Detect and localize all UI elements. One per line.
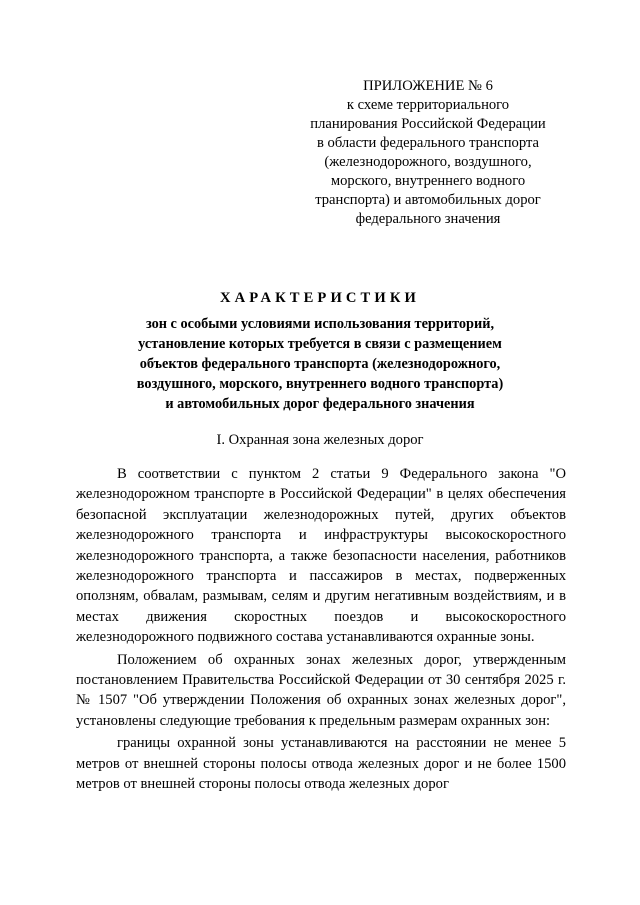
body-paragraph: границы охранной зоны устанавливаются на расстоянии не менее 5 метров от внешней стороны полосы отвода железных дорог и не более 1500 метров от внешней стороны полосы отвода железных дорог (76, 735, 566, 793)
appendix-number: ПРИЛОЖЕНИЕ № 6 (363, 78, 493, 94)
appendix-block (308, 77, 548, 229)
appendix-line: морского, внутреннего водного (330, 173, 526, 189)
subtitle-line: объектов федерального транспорта (железнодорожного, (139, 356, 501, 372)
section-heading: I. Охранная зона железных дорог (216, 432, 424, 448)
appendix-line: транспорта) и автомобильных дорог (315, 192, 541, 208)
appendix-line: планирования Российской Федерации (310, 116, 546, 132)
appendix-line: (железнодорожного, воздушного, (324, 154, 532, 170)
subtitle-line: установление которых требуется в связи с размещением (138, 336, 502, 352)
subtitle-line: воздушного, морского, внутреннего водного транспорта) (136, 376, 504, 392)
appendix-line: в области федерального транспорта (317, 135, 539, 151)
section-body (76, 464, 566, 795)
subtitle-line: и автомобильных дорог федерального значения (165, 396, 475, 412)
document-title: ХАРАКТЕРИСТИКИ (220, 290, 420, 306)
appendix-line: к схеме территориального (346, 97, 510, 113)
appendix-line: федерального значения (355, 211, 501, 227)
subtitle-line: зон с особыми условиями использования территорий, (145, 316, 495, 332)
document-subtitle (70, 314, 570, 414)
body-paragraph: Положением об охранных зонах железных дорог, утвержденным постановлением Правительства Российской Федерации от 30 сентября 2025 г. № 1507 "Об утверждении Положения об охранных зонах железных дорог", установлены следующие требования к предельным размерам охранных зон: (76, 651, 566, 729)
body-paragraph: В соответствии с пунктом 2 статьи 9 Федерального закона "О железнодорожном транспорте в Российской Федерации" в целях обеспечения безопасной эксплуатации железнодорожных путей, других объектов железнодорожного транспорта и инфраструктуры высокоскоростного железнодорожного транспорта, а также безопасности населения, работников железнодорожного транспорта и пассажиров в местах, подверженных оползням, обвалам, размывам, селям и другим негативным воздействиям, и в местах движения скоростных поездов и высокоскоростного железнодорожного подвижного состава устанавливаются охранные зоны. (76, 466, 566, 646)
